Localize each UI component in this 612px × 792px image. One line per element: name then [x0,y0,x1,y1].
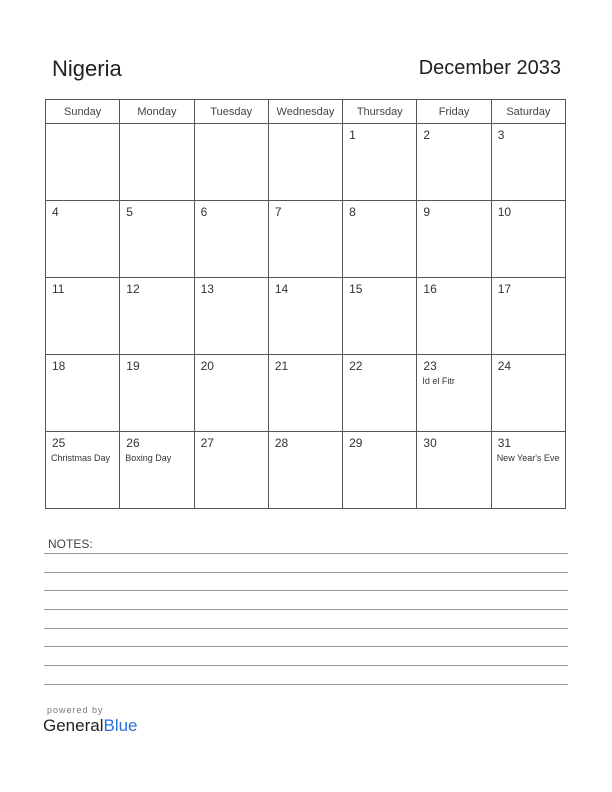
day-cell [46,201,120,278]
day-cell [194,432,268,509]
day-cell [417,355,491,432]
day-number: 2 [423,128,431,142]
day-cell [120,355,194,432]
day-cell [46,355,120,432]
week-row [46,432,566,509]
weekday-header-row [46,100,566,124]
day-number: 17 [497,282,512,296]
day-cell [417,432,491,509]
holiday-label: Christmas Day [51,453,111,463]
day-cell [194,355,268,432]
weekday-header: Friday [417,100,491,124]
day-cell [491,201,565,278]
day-cell [194,124,268,201]
notes-label: NOTES: [48,537,93,551]
day-cell [120,278,194,355]
day-cell [491,278,565,355]
day-number: 18 [52,359,66,373]
day-number: 5 [126,205,133,219]
day-cell [417,278,491,355]
day-cell [194,278,268,355]
day-number: 21 [274,359,289,373]
day-cell [417,201,491,278]
day-cell [343,124,417,201]
day-cell [268,278,342,355]
day-cell [343,432,417,509]
day-cell [491,355,565,432]
day-number: 12 [126,282,140,296]
country-title: Nigeria [52,56,122,81]
day-number: 7 [274,205,282,219]
day-number: 27 [200,436,214,450]
day-cell [120,432,194,509]
note-line [44,590,568,591]
note-line [44,572,568,573]
day-number: 8 [349,205,356,219]
holiday-label: Boxing Day [125,453,172,463]
note-line [44,665,568,666]
weekday-header: Thursday [343,100,417,124]
calendar-grid [45,99,566,509]
month-year-title: December 2033 [418,57,561,79]
week-row [46,124,566,201]
week-row [46,278,566,355]
day-cell [120,201,194,278]
day-number: 3 [497,128,505,142]
day-cell [46,124,120,201]
weekday-header: Tuesday [194,100,268,124]
day-number: 19 [126,359,140,373]
day-number: 11 [52,282,65,296]
weekday-header: Saturday [491,100,565,124]
day-number: 4 [52,205,59,219]
holiday-label: Id el Fitr [422,376,455,386]
day-number: 31 [497,436,512,450]
powered-by-text: powered by [47,705,104,715]
day-cell [268,432,342,509]
brand-general: General [43,716,104,735]
weekday-header: Sunday [46,100,120,124]
day-number: 23 [423,359,437,373]
day-number: 15 [349,282,363,296]
day-cell [268,124,342,201]
brand-blue: Blue [103,716,138,735]
day-number: 14 [274,282,289,296]
day-number: 22 [349,359,363,373]
day-cell [268,355,342,432]
note-line [44,628,568,629]
day-number: 28 [274,436,289,450]
note-line [44,553,568,554]
day-number: 25 [52,436,66,450]
day-number: 29 [349,436,363,450]
day-cell [343,278,417,355]
day-cell [46,432,120,509]
day-cell [194,201,268,278]
day-number: 24 [497,359,512,373]
weekday-header: Monday [120,100,194,124]
day-number: 20 [200,359,214,373]
day-number: 10 [497,205,512,219]
note-line [44,609,568,610]
day-cell [343,355,417,432]
holiday-label: New Year's Eve [496,453,560,463]
day-number: 13 [200,282,214,296]
day-number: 9 [423,205,431,219]
day-number: 1 [349,128,356,142]
generalblue-logo [43,716,138,736]
day-number: 16 [423,282,437,296]
day-cell [46,278,120,355]
week-row [46,355,566,432]
week-row [46,201,566,278]
day-number: 26 [126,436,140,450]
day-cell [417,124,491,201]
day-cell [343,201,417,278]
day-cell [491,124,565,201]
day-number: 30 [423,436,437,450]
day-cell [268,201,342,278]
note-line [44,646,568,647]
note-line [44,684,568,685]
weekday-header: Wednesday [268,100,342,124]
day-cell [120,124,194,201]
day-number: 6 [200,205,208,219]
day-cell [491,432,565,509]
